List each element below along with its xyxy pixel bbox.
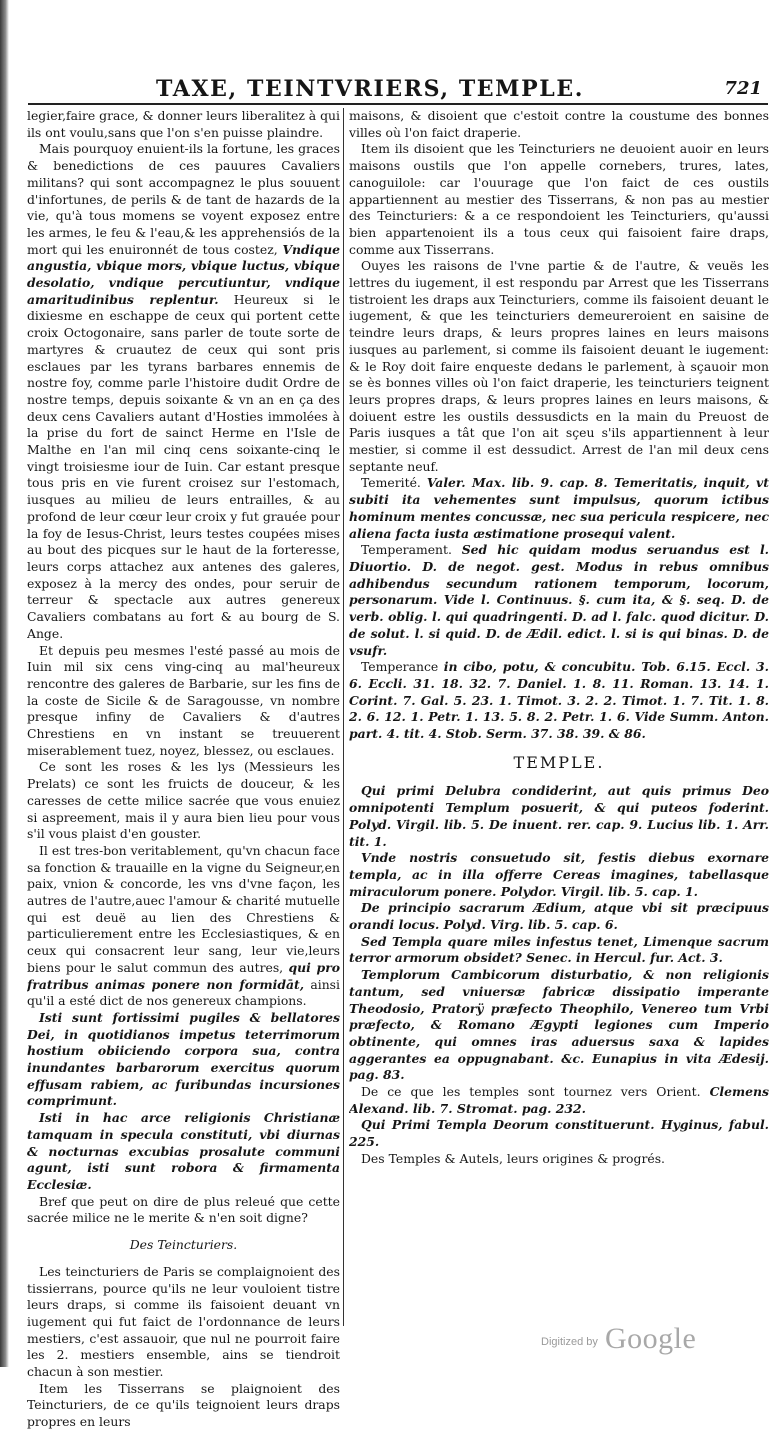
latin-quote: Isti in hac arce religionis Christianæ tamquam in specula constituti, vbi diurnas & nocturnas excubias prosalute communi agunt, isti sunt robora & firmamenta Ecclesiæ.: [27, 1110, 340, 1192]
section-subheading: Des Teincturiers.: [129, 1237, 238, 1253]
latin-entry: Qui Primi Templa Deorum constituerunt. Hyginus, fabul. 225.: [349, 1117, 769, 1150]
entry-term: Temerité.: [361, 475, 421, 491]
paragraph: Item ils disoient que les Teincturiers ne deuoient auoir en leurs maisons oustils que l'on appelle cornebers, trures, lates, canoguilole: car l'ouurage que l'on faict de ces oustils appartiennent au mestier des Tisserrans, & non pas au mestier des Teincturiers: & a ce respondoient les Teincturiers, qu'aussi bien appartenoient ils a tous ceux qui faisoient faire draps, comme aux Tisserrans.: [349, 141, 769, 257]
paragraph: Ouyes les raisons de l'vne partie & de l'autre, & veuës les lettres du iugement, il est respondu par Arrest que les Tisserrans tistroient les draps aux Teincturiers, comme ils faisoient deuant le iugement, & que les teincturiers demeureroient en saisine de teindre leurs draps, & leurs propres laines en leurs maisons iusques au parlement, si comme ils faisoient deuant le iugement: & le Roy doit faire enqueste dedans le parlement, à sçauoir mon se ès bonnes villes où l'on faict draperie, les teincturiers teignent leurs propres draps, & leurs propres laines en leurs maisons, & doiuent estre les oustils dessusdicts en la main du Preuost de Paris iusques a tât que l'on ait sçeu s'ils appartiennent à leur mestier, si comme il est dessudict. Arrest de l'an mil deux cens septante neuf.: [349, 258, 769, 474]
column-divider: [343, 108, 344, 1326]
latin-entry: Vnde nostris consuetudo sit, festis diebus exornare templa, ac in illa offerre Cereas imagines, tabellasque miraculorum ponere. Polydor. Virgil. lib. 5. cap. 1.: [349, 850, 769, 899]
paragraph-text: Il est tres-bon veritablement, qu'vn chacun face sa fonction & trauaille en la vigne du Seigneur,en paix, vnion & concorde, les vns d'vne façon, les autres de l'autre,auec l'amour & charité mutuelle qui est deuë au lien des Chrestiens & particulierement entre les Ecclesiastiques, & en ceux qui consacrent leur sang, leur vie,leurs biens pour le salut commun des autres,: [27, 842, 340, 975]
latin-entry: Sed Templa quare miles infestus tenet, Limenque sacrum terror armorum obsidet? Senec. in Hercul. fur. Act. 3.: [349, 933, 769, 966]
paragraph: Et depuis peu mesmes l'esté passé au mois de Iuin mil six cens ving-cinq au mal'heureux rencontre des galeres de Barbarie, sur les fins de la coste de Sicile & de Saragousse, vn nombre presque infiny de Cavaliers & d'autres Chrestiens en vn instant se treuuerent miserablement tuez, noyez, blessez, ou esclaues.: [27, 642, 340, 758]
entry-citation: Clemens Alexand. lib. 7. Stromat. pag. 232.: [349, 1084, 769, 1116]
entry-citation: in cibo, potu, & concubitu. Tob. 6.15. Eccl. 3. 6. Eccli. 31. 18. 32. 7. Daniel. 1. 8. 11. Roman. 13. 14. 1. Corint. 7. Gal. 5. 23. 1. Timot. 3. 2. 2. Timot. 1. 7. Tit. 1. 8. 2. 6. 12. 1. Petr. 1. 13. 5. 8. 2. Petr. 1. 6. Vide Summ. Anton. part. 4. tit. 4. Stob. Serm. 37. 38. 39. & 86.: [349, 659, 769, 742]
paragraph: Bref que peut on dire de plus releué que cette sacrée milice ne le merite & n'en soit digne?: [27, 1193, 340, 1226]
paragraph: Item les Tisserrans se plaignoient des Teincturiers, de ce qu'ils teignoient leurs draps propres en leurs: [27, 1380, 340, 1430]
entry-term: De ce que les temples sont tournez vers Orient.: [361, 1084, 701, 1100]
latin-entry: Templorum Cambicorum disturbatio, & non religionis tantum, sed vniuersæ fabricæ dissipatio imperante Theodosio, Pratorÿ præfecto Theophilo, Venereo tum Vrbi præfecto, & Romano Ægypti legiones cum Imperio obtinente, qui omnes iras aduersus saxa & lapides aggerantes ea oppugnabant. &c. Eunapius in vita Ædesij. pag. 83.: [349, 967, 769, 1083]
latin-entry: Qui primi Delubra condiderint, aut quis primus Deo omnipotenti Templum posuerit, & qui puteos foderint. Polyd. Virgil. lib. 5. De inuent. rer. cap. 9. Lucius lib. 1. Arr. tit. 1.: [349, 783, 769, 849]
entry-citation: Sed hic quidam modus seruandus est l. Diuortio. D. de negot. gest. Modus in rebus omnibus adhibendus secundum rationem temporum, locorum, personarum. Vide l. Continuus. §. cum ita, & §. seq. D. de verb. oblig. l. qui quadringenti. D. ad l. falc. quod dicitur. D. de solut. l. si quid. D. de Ædil. edict. l. si is qui binas. D. de vsufr.: [349, 542, 769, 658]
left-column: [27, 108, 340, 1431]
paragraph: [27, 843, 340, 1010]
entry-temerite: [349, 475, 769, 542]
paragraph: Ce sont les roses & les lys (Messieurs les Prelats) ce sont les fruicts de douceur, & les caresses de cette milice sacrée que vous enuiez si aspreement, mais il y aura bien lieu pour vous s'il vous plaist d'en gouster.: [27, 759, 340, 842]
google-logo: Google: [605, 1322, 697, 1355]
right-column: [349, 108, 769, 1168]
header-rule: [28, 103, 768, 105]
paragraph-text: ainsi qu'il a esté dict de nos genereux champions.: [27, 976, 340, 1009]
section-heading: TEMPLE.: [513, 752, 605, 772]
paragraph: legier,faire grace, & donner leurs liberalitez à qui ils ont voulu,sans que l'on s'en puisse plaindre.: [27, 108, 340, 140]
entry-term: Temperance: [361, 659, 439, 675]
page-number: 721: [724, 78, 762, 99]
entry-term: Temperament.: [361, 542, 452, 558]
paragraph: Les teincturiers de Paris se complaignoient des tissierrans, pource qu'ils ne leur vouloient tistre leurs draps, si comme ils faisoient deuant vn iugement qui fut faict de l'ordonnance de leurs mestiers, c'est assauoir, que nul ne pourroit faire les 2. mestiers ensemble, ains se tiendroit chacun à son mestier.: [27, 1263, 340, 1380]
watermark-prefix: Digitized by: [541, 1336, 598, 1348]
latin-entry: De principio sacrarum Ædium, atque vbi sit præcipuus orandi locus. Polyd. Virg. lib. 5. cap. 6.: [349, 900, 769, 933]
latin-quote: Vndique angustia, vbique mors, vbique luctus, vbique desolatio, vndique percutiuntur, vndique amaritudinibus replentur.: [27, 241, 340, 307]
running-header: [40, 76, 766, 100]
book-spine-shadow: [0, 0, 9, 1367]
paragraph: [27, 141, 340, 642]
entry-citation: Valer. Max. lib. 9. cap. 8. Temeritatis, inquit, vt subiti ita vehementes sunt impulsus, quorum ictibus hominum mentes concussæ, nec sua pericula respicere, nec aliena facta iusta æstimatione prosequi valent.: [349, 475, 769, 541]
paragraph-text: Heureux si le dixiesme en eschappe de ceux qui portent cette croix Octogonaire, sans parler de toute sorte de martyres & cruautez de ceux qui sont pris esclaues par les tyrans barbares ennemis de nostre foy, comme parle l'histoire dudit Ordre de nostre temps, depuis soixante & vn an en ça des deux cens Cavaliers autant d'Hosties immolées à la prise du fort de sainct Herme en l'Isle de Malthe en l'an mil cinq cens soixante-cinq le vingt troisiesme iour de Iuin. Car estant presque tous pris en vie furent croisez sur l'estomach, iusques au milieu de leurs entrailles, & au profond de leur cœur leur croix y fut grauée pour la foy de Iesus-Christ, leurs testes coupées mises au bout des picques sur le haut de la forteresse, leurs corps attachez aux antenes des galeres, exposez à la mercy des ondes, pour seruir de terreur & spectacle aux autres genereux Cavaliers combatans au fort & au bourg de S. Ange.: [27, 291, 340, 641]
entry-orient: [349, 1084, 769, 1117]
entry-temperance: [349, 659, 769, 743]
entry-temperament: [349, 542, 769, 659]
paragraph-text: Mais pourquoy enuient-ils la fortune, les graces & benedictions de ces pauures Cavaliers militans? qui sont accompagnez le plus souuent d'infortunes, de perils & de tant de hazards de la vie, qu'à tous momens se voyent exposez entre les armes, le feu & l'eau,& les apprehensiós de la mort qui les enuironnét de tous costez,: [27, 141, 340, 257]
digitized-watermark: [541, 1322, 761, 1358]
paragraph: Des Temples & Autels, leurs origines & progrés.: [361, 1150, 665, 1166]
latin-quote: qui pro fratribus animas ponere non formidāt,: [27, 959, 340, 992]
running-title: TAXE, TEINTVRIERS, TEMPLE.: [156, 76, 584, 102]
paragraph: maisons, & disoient que c'estoit contre la coustume des bonnes villes où l'on faict draperie.: [349, 108, 769, 140]
latin-quote: Isti sunt fortissimi pugiles & bellatores Dei, in quotidianos impetus teterrimorum hostium obiiciendo corpora sua, contra inundantes barbarorum exercitus quorum effusam rabiem, ac furibundas incursiones comprimunt.: [27, 1009, 340, 1109]
